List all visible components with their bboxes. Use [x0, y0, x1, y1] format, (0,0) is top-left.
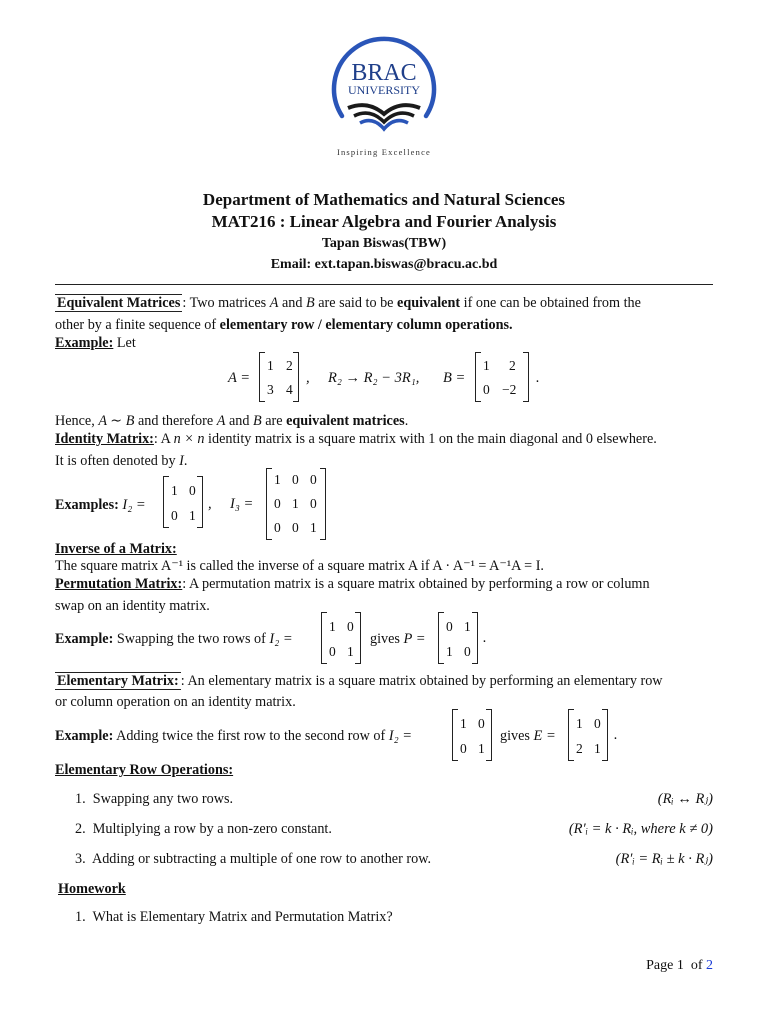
department-title: Department of Mathematics and Natural Sciences: [202, 190, 566, 209]
elementary-example: Example: Adding twice the first row to the second row of I₂ =: [55, 728, 413, 744]
permutation-definition-line2: swap on an identity matrix.: [55, 598, 210, 614]
equivalent-heading: Equivalent Matrices: [57, 295, 181, 311]
identity-matrix-i2: 1 0 0 1: [163, 476, 203, 528]
elementary-e-matrix: 1 0 2 1: [568, 709, 608, 761]
brac-university-logo: [328, 34, 440, 160]
total-pages-link[interactable]: 2: [706, 958, 713, 973]
instructor-email: Email: ext.tapan.biswas@bracu.ac.bd: [270, 257, 498, 272]
row-op-formula: (R′ᵢ = k · Rᵢ, where k ≠ 0): [568, 821, 713, 837]
equivalent-definition-line1: Equivalent Matrices : Two matrices A and B are said to be equivalent if one can be obtained from the: [57, 295, 641, 311]
matrix-b: 1 2 0 −2: [475, 352, 529, 402]
course-title: MAT216 : Linear Algebra and Fourier Analysis: [211, 212, 557, 231]
identity-examples-label: Examples: I₂ =: [55, 497, 146, 513]
permutation-p-matrix: 0 1 1 0: [438, 612, 478, 664]
identity-definition-line2: It is often denoted by I.: [55, 453, 188, 469]
logo-tagline: Inspiring Excellence: [336, 147, 432, 157]
elementary-gives: gives E =: [500, 728, 556, 744]
instructor-name: Tapan Biswas(TBW): [321, 236, 447, 251]
elementary-definition-line1: Elementary Matrix: : An elementary matrix is a square matrix obtained by performing an elementary row: [57, 673, 663, 689]
row-operation: R₂ → R₂ − 3R₁,: [328, 370, 420, 386]
identity-heading: Identity Matrix:: [55, 431, 154, 447]
inverse-heading: Inverse of a Matrix:: [55, 541, 177, 557]
equivalent-conclusion: Hence, A ∼ B and therefore A and B are equivalent matrices.: [55, 413, 409, 429]
row-op-formula: (R′ᵢ = Rᵢ ± k · Rⱼ): [615, 851, 713, 867]
row-operations-heading: Elementary Row Operations:: [55, 762, 234, 778]
list-item: 3. Adding or subtracting a multiple of one row to another row.: [75, 851, 432, 867]
equivalent-definition-line2: other by a finite sequence of elementary row / elementary column operations.: [55, 317, 513, 333]
elementary-definition-line2: or column operation on an identity matrix.: [55, 694, 296, 710]
logo-university-text: UNIVERSITY: [348, 83, 420, 97]
row-op-formula: (Rᵢ ↔ Rⱼ): [657, 791, 713, 807]
identity-definition-line1: Identity Matrix:: A n × n identity matrix is a square matrix with 1 on the main diagonal and 0 elsewhere.: [55, 431, 657, 447]
list-item: 1. Swapping any two rows.: [75, 791, 234, 807]
header-divider: [55, 284, 713, 285]
equivalent-example-label: Example: Let: [55, 335, 136, 351]
elementary-i2-matrix: 1 0 0 1: [452, 709, 492, 761]
homework-heading: Homework: [58, 881, 126, 897]
list-item: 1. What is Elementary Matrix and Permutation Matrix?: [75, 909, 393, 925]
permutation-gives: gives P =: [370, 631, 426, 647]
identity-matrix-i3: 1 0 0 0 1 0 0 0 1: [266, 468, 326, 540]
matrix-a-label: A =: [228, 370, 251, 386]
permutation-definition-line1: Permutation Matrix:: A permutation matrix is a square matrix obtained by performing a row or column: [55, 576, 650, 592]
matrix-b-label: B =: [443, 370, 466, 386]
logo-brac-text: BRAC: [351, 60, 417, 86]
list-item: 2. Multiplying a row by a non-zero constant.: [75, 821, 332, 837]
identity-i3-label: I₃ =: [230, 496, 254, 512]
permutation-i2-matrix: 1 0 0 1: [321, 612, 361, 664]
permutation-example: Example: Swapping the two rows of I₂ =: [55, 631, 293, 647]
inverse-definition: The square matrix A⁻¹ is called the inverse of a square matrix A if A · A⁻¹ = A⁻¹A = I.: [55, 558, 544, 574]
page-number: Page 1 of 2: [646, 958, 713, 973]
matrix-a: 1 2 3 4: [259, 352, 299, 402]
